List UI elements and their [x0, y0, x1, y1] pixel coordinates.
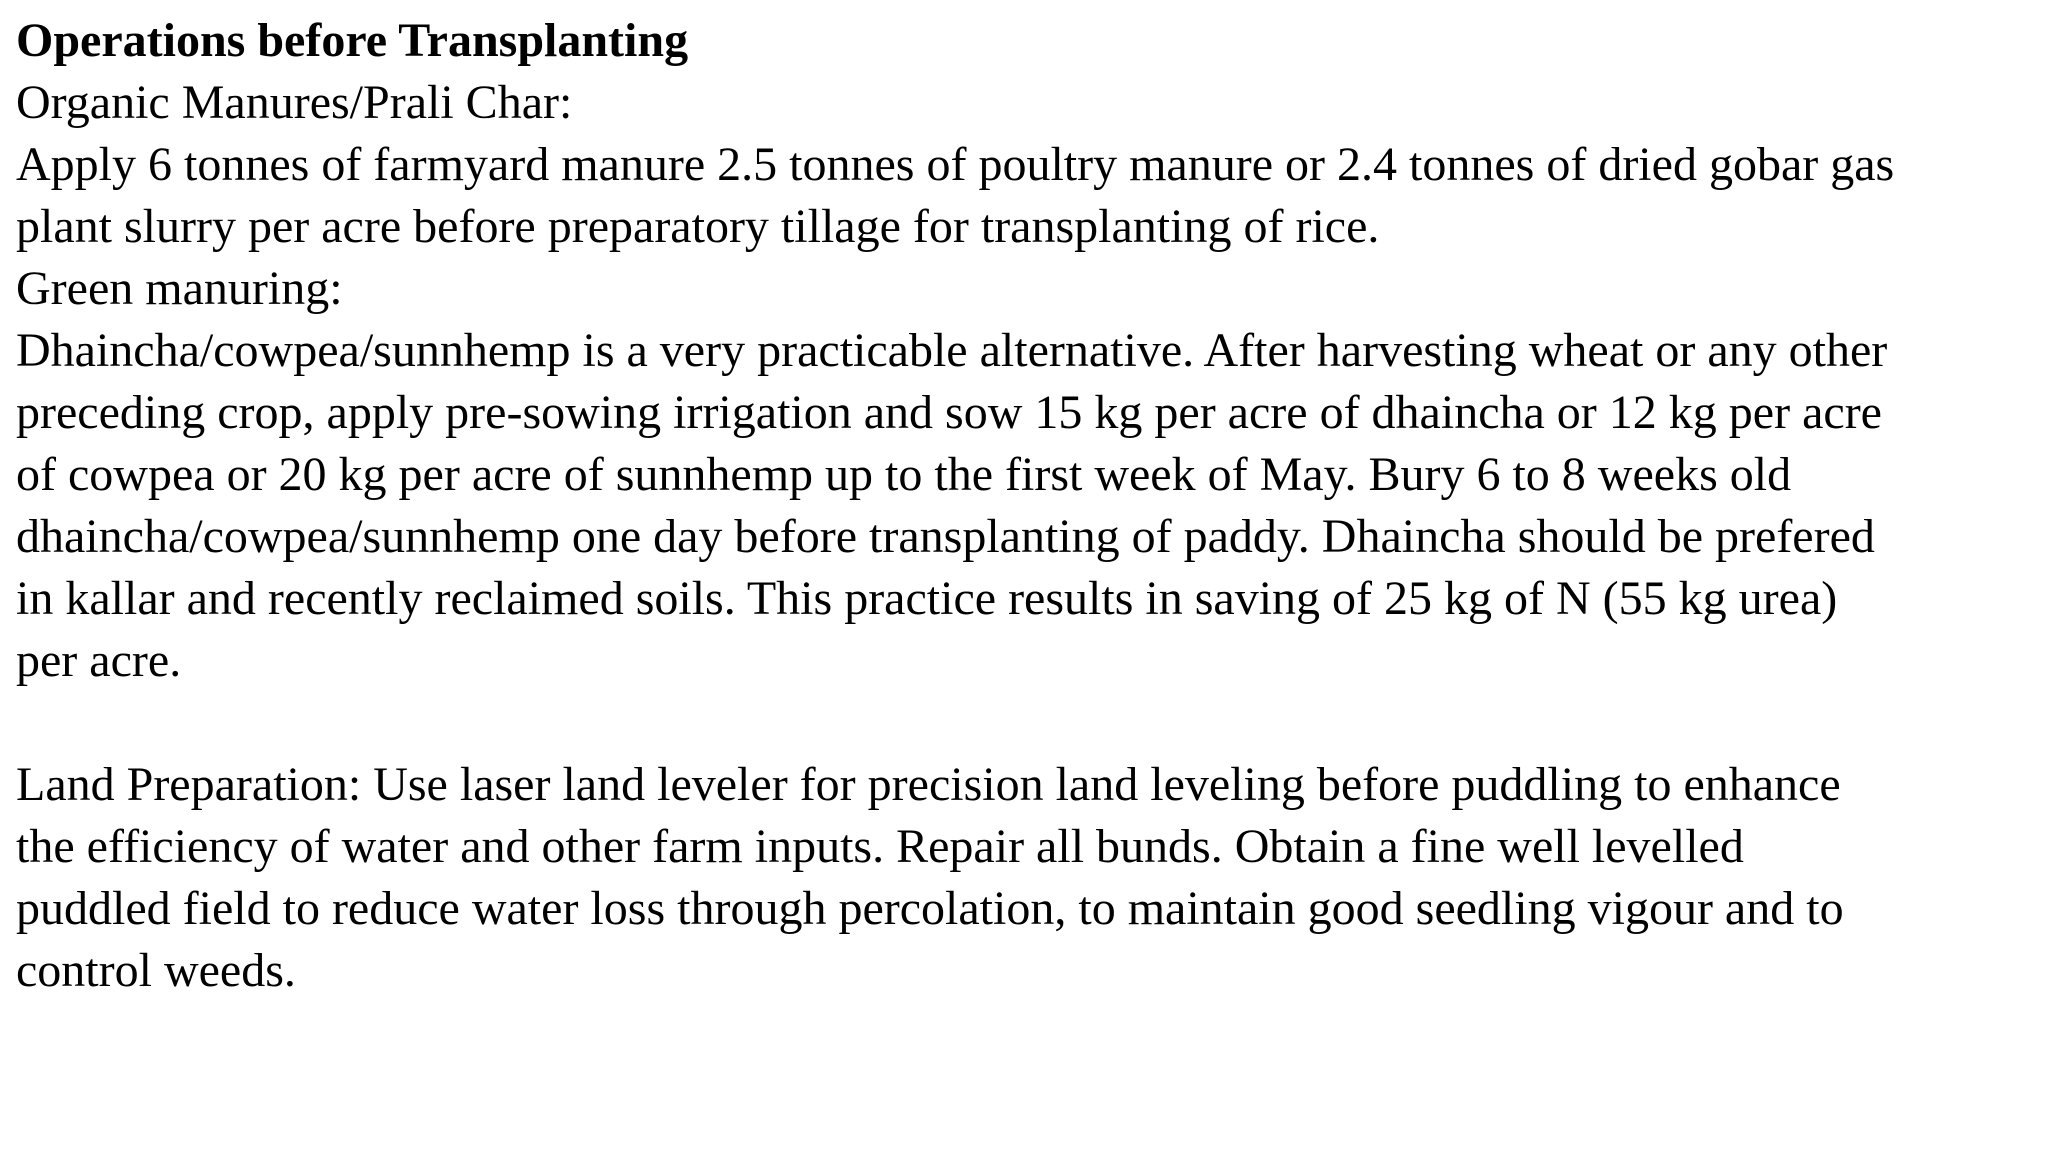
text-line: in kallar and recently reclaimed soils. This practice results in saving of 25 kg of N (55 kg urea): [16, 572, 1838, 625]
organic-manures-title: Organic Manures/Prali Char:: [16, 76, 573, 129]
land-preparation-paragraph: [16, 754, 2042, 1002]
green-manuring-paragraph: [16, 320, 2042, 692]
text-line: Dhaincha/cowpea/sunnhemp is a very practicable alternative. After harvesting wheat or any other: [16, 324, 1888, 377]
green-manuring-title: Green manuring:: [16, 262, 343, 315]
text-line: dhaincha/cowpea/sunnhemp one day before transplanting of paddy. Dhaincha should be prefered: [16, 510, 1875, 563]
text-line: preceding crop, apply pre-sowing irrigation and sow 15 kg per acre of dhaincha or 12 kg per acre: [16, 386, 1882, 439]
text-line: Land Preparation: Use laser land leveler for precision land leveling before puddling to enhance: [16, 758, 1841, 811]
paragraph-spacer: [16, 692, 2042, 754]
text-line: plant slurry per acre before preparatory tillage for transplanting of rice.: [16, 200, 1380, 253]
text-line: control weeds.: [16, 944, 296, 997]
organic-manures-paragraph: [16, 134, 2042, 258]
text-line: puddled field to reduce water loss through percolation, to maintain good seedling vigour and to: [16, 882, 1844, 935]
document-body: [16, 10, 2042, 1002]
text-line: the efficiency of water and other farm inputs. Repair all bunds. Obtain a fine well levelled: [16, 820, 1744, 873]
text-line: of cowpea or 20 kg per acre of sunnhemp up to the first week of May. Bury 6 to 8 weeks old: [16, 448, 1792, 501]
section-heading: Operations before Transplanting: [16, 14, 689, 67]
text-line: per acre.: [16, 634, 182, 687]
text-line: Apply 6 tonnes of farmyard manure 2.5 tonnes of poultry manure or 2.4 tonnes of dried gobar gas: [16, 138, 1895, 191]
